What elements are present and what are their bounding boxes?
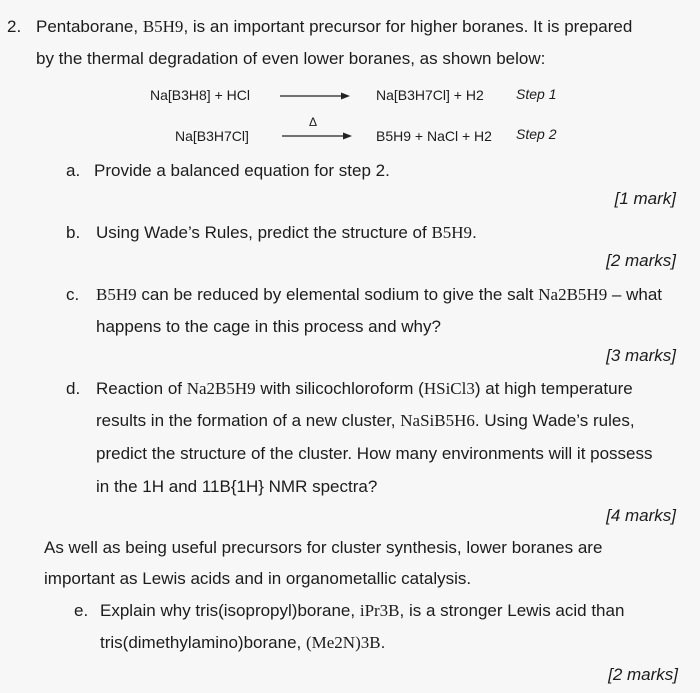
part-c-marks: [3 marks] xyxy=(606,346,676,365)
eq1-reactants: Na[B3H8] + HCl xyxy=(150,87,250,103)
part-d-line-1: Reaction of Na2B5H9 with silicochloroform (HSiCl3) at high temperature xyxy=(96,379,633,398)
part-e-marks: [2 marks] xyxy=(608,665,678,684)
part-a-marks: [1 mark] xyxy=(614,189,676,208)
formula-nasib5h6: NaSiB5H6 xyxy=(400,411,475,430)
formula-b5h9: B5H9 xyxy=(142,17,184,36)
part-e-letter: e. xyxy=(74,601,89,620)
question-number: 2. xyxy=(7,17,22,36)
eq1-step-label: Step 1 xyxy=(516,86,557,102)
question-intro-line-2: by the thermal degradation of even lower boranes, as shown below: xyxy=(36,49,546,68)
question-intro-line-1: Pentaborane, B5H9, is an important precursor for higher boranes. It is prepared xyxy=(36,17,633,36)
formula-b5h9: B5H9 xyxy=(431,223,473,242)
part-b-letter: b. xyxy=(66,223,81,242)
part-b-marks: [2 marks] xyxy=(606,251,676,270)
formula-me2n3b: (Me2N)3B xyxy=(305,633,381,652)
part-a-letter: a. xyxy=(66,161,81,180)
part-d-letter: d. xyxy=(66,379,81,398)
eq1-products: Na[B3H7Cl] + H2 xyxy=(376,87,484,103)
formula-na2b5h9: Na2B5H9 xyxy=(538,285,608,304)
part-b-text: Using Wade’s Rules, predict the structure of B5H9. xyxy=(96,223,477,242)
reaction-arrow-step-1 xyxy=(280,86,350,102)
part-d-marks: [4 marks] xyxy=(606,506,676,525)
formula-hsicl3: HSiCl3 xyxy=(423,379,475,398)
formula-ipr3b: iPr3B xyxy=(359,601,400,620)
formula-na2b5h9: Na2B5H9 xyxy=(186,379,256,398)
eq2-step-label: Step 2 xyxy=(516,126,557,142)
heat-delta-label: Δ xyxy=(309,115,318,129)
paragraph-line-1: As well as being useful precursors for cluster synthesis, lower boranes are xyxy=(44,538,603,557)
part-c-line-1: B5H9 can be reduced by elemental sodium to give the salt Na2B5H9 – what xyxy=(96,285,663,304)
eq2-products: B5H9 + NaCl + H2 xyxy=(376,128,492,144)
part-e-line-2: tris(dimethylamino)borane, (Me2N)3B. xyxy=(100,633,386,652)
part-c-letter: c. xyxy=(66,285,80,304)
part-d-line-2: results in the formation of a new cluster, NaSiB5H6. Using Wade’s rules, xyxy=(96,411,635,430)
paragraph-line-2: important as Lewis acids and in organometallic catalysis. xyxy=(44,569,472,588)
part-a-text: Provide a balanced equation for step 2. xyxy=(94,161,390,180)
eq2-reactants: Na[B3H7Cl] xyxy=(175,128,249,144)
part-c-line-2: happens to the cage in this process and why? xyxy=(96,317,441,336)
part-d-line-3: predict the structure of the cluster. How many environments will it possess xyxy=(96,444,653,463)
reaction-arrow-step-2 xyxy=(282,126,352,142)
part-e-line-1: Explain why tris(isopropyl)borane, iPr3B, is a stronger Lewis acid than xyxy=(100,601,625,620)
formula-b5h9: B5H9 xyxy=(96,285,137,304)
part-d-line-4: in the 1H and 11B{1H} NMR spectra? xyxy=(96,477,378,496)
